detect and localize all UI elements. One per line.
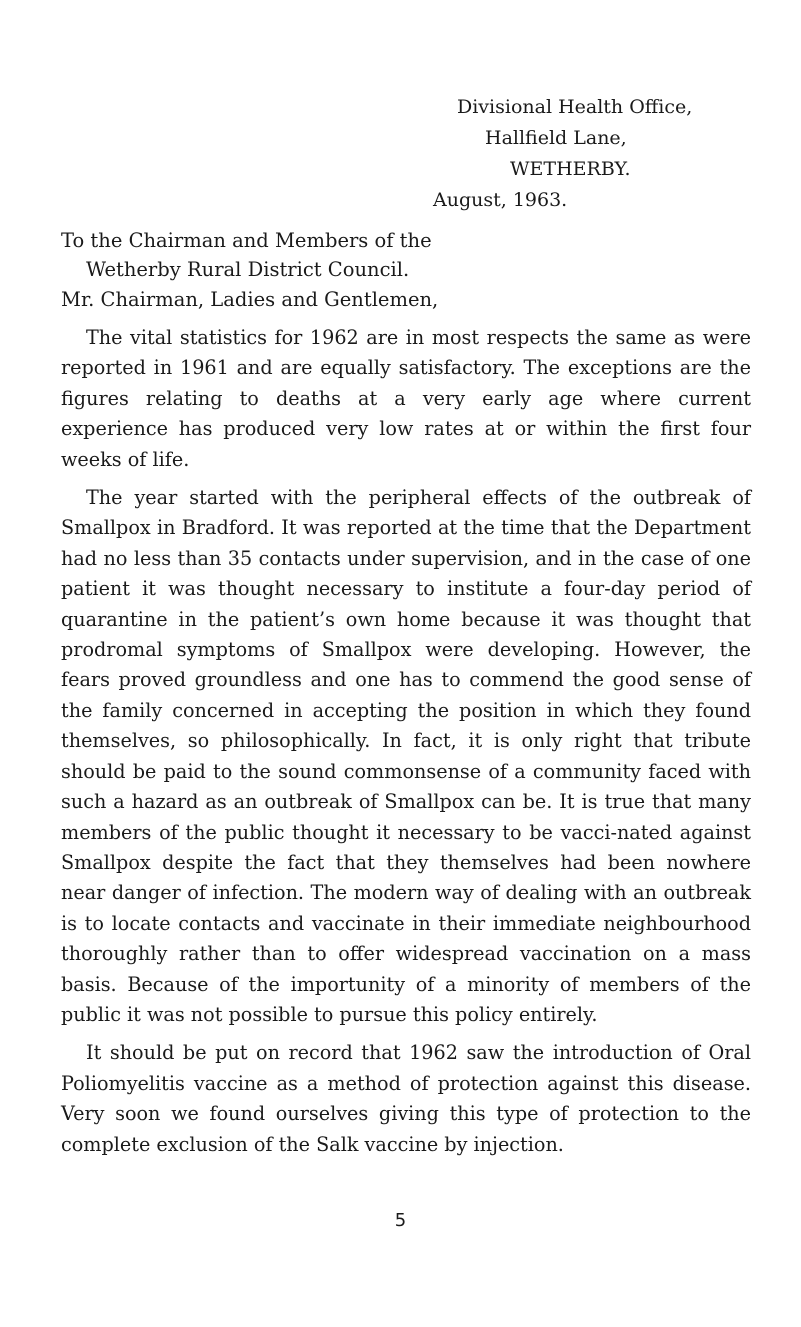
address-office: Divisional Health Office, bbox=[457, 96, 693, 118]
address-town: WETHERBY. bbox=[510, 158, 631, 180]
page-number: 5 bbox=[394, 1210, 407, 1231]
letter-body bbox=[61, 323, 751, 1168]
addressee bbox=[61, 226, 432, 284]
paragraph-vital-statistics: The vital statistics for 1962 are in most respects the same as were reported in 1961 and are equally satisfactory. The exceptions are the figures relating to deaths at a very early age where current experience has produced very low rates at or within the first four weeks of life. bbox=[61, 326, 751, 471]
salutation: Mr. Chairman, Ladies and Gentlemen, bbox=[61, 288, 439, 311]
paragraph-smallpox: The year started with the peripheral effects of the outbreak of Smallpox in Bradford. It was reported at the time that the Department had no less than 35 contacts under supervision, and in the case of one patient it was thought necessary to institute a four-day period of quarantine in the patient’s own home because it was thought that prodromal symptoms of Smallpox were developing. However, the fears proved groundless and one has to commend the good sense of the family concerned in accepting the position in which they found themselves, so philosophically. In fact, it is only right that tribute should be paid to the sound commonsense of a community faced with such a hazard as an outbreak of Smallpox can be. It is true that many members of the public thought it necessary to be vacci-nated against Smallpox despite the fact that they themselves had been nowhere near danger of infection. The modern way of dealing with an outbreak is to locate contacts and vaccinate in their immediate neighbourhood thoroughly rather than to offer widespread vaccination on a mass basis. Because of the importunity of a minority of members of the public it was not possible to pursue this policy entirely. bbox=[61, 486, 751, 1026]
letter-date: August, 1963. bbox=[433, 189, 568, 211]
paragraph-poliomyelitis: It should be put on record that 1962 saw the introduction of Oral Poliomyelitis vaccine as a method of protection against this disease. Very soon we found ourselves giving this type of protection to the complete exclusion of the Salk vaccine by injection. bbox=[61, 1041, 751, 1156]
addressee-line-1: To the Chairman and Members of the bbox=[61, 229, 432, 252]
addressee-line-2: Wetherby Rural District Council. bbox=[86, 258, 410, 281]
address-street: Hallfield Lane, bbox=[485, 127, 627, 149]
